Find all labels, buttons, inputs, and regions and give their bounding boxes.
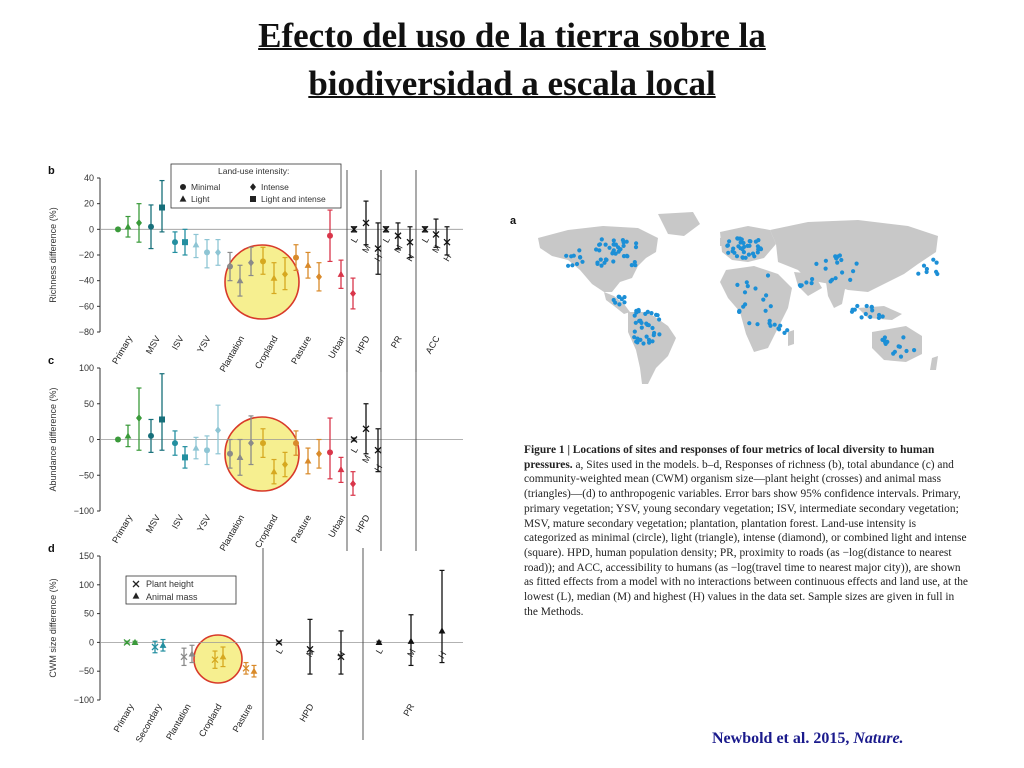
site-dot [569, 254, 573, 258]
site-dot [612, 248, 616, 252]
site-dot [618, 247, 622, 251]
data-point [260, 258, 266, 264]
group-label: PR [388, 334, 404, 350]
site-dot [647, 323, 651, 327]
site-dot [595, 262, 599, 266]
site-dot [634, 245, 638, 249]
data-point [132, 639, 139, 645]
level-label: M [430, 243, 443, 255]
group-label: YSV [195, 513, 213, 534]
level-label: M [360, 453, 373, 465]
group-label: ISV [169, 513, 186, 531]
site-dot [617, 302, 621, 306]
level-label: L [348, 445, 360, 455]
site-dot [647, 341, 651, 345]
legend-label: Light and intense [261, 194, 326, 204]
data-point [227, 451, 233, 457]
site-dot [566, 264, 570, 268]
site-dot [654, 313, 658, 317]
y-tick-label: 50 [83, 608, 94, 619]
site-dot [727, 239, 731, 243]
site-dot [657, 332, 661, 336]
group-label: Pasture [289, 334, 314, 366]
data-point [408, 638, 415, 644]
site-dot [834, 276, 838, 280]
site-dot [625, 254, 629, 258]
site-dot [598, 242, 602, 246]
site-dot [848, 278, 852, 282]
title-line-2: biodiversidad a escala local [308, 64, 716, 103]
site-dot [756, 247, 760, 251]
site-dot [755, 322, 759, 326]
site-dot [855, 262, 859, 266]
legend [171, 164, 341, 208]
level-label: H [404, 252, 417, 264]
site-dot [768, 324, 772, 328]
level-label: L [273, 646, 285, 656]
panel-letter: a [510, 215, 517, 227]
group-label: Plantation [164, 702, 193, 742]
site-dot [893, 350, 897, 354]
data-point [227, 264, 233, 270]
page-title [0, 12, 1024, 108]
level-label: L [373, 646, 385, 656]
land-mass [720, 266, 792, 352]
data-point [148, 224, 154, 230]
data-point [125, 432, 132, 438]
site-dot [611, 259, 615, 263]
y-tick-label: 0 [88, 434, 94, 445]
site-dot [934, 270, 938, 274]
site-dot [580, 260, 584, 264]
group-label: Primary [110, 334, 135, 366]
site-dot [607, 246, 611, 250]
group-label: Pasture [289, 513, 314, 545]
data-point [305, 262, 312, 268]
group-label: YSV [195, 334, 213, 355]
data-point [316, 273, 322, 281]
site-dot [633, 260, 637, 264]
site-dot [625, 240, 629, 244]
site-dot [899, 355, 903, 359]
legend-marker [250, 196, 256, 202]
y-axis-label: Abundance difference (%) [48, 387, 58, 492]
panel-b [48, 164, 463, 374]
site-dot [578, 255, 582, 259]
group-label: Urban [326, 334, 348, 361]
site-dot [810, 281, 814, 285]
site-dot [778, 324, 782, 328]
panel-letter: c [48, 355, 55, 367]
site-dot [632, 335, 636, 339]
group-label: Cropland [252, 513, 280, 550]
level-label: H [372, 462, 385, 474]
group-label: HPD [353, 513, 372, 535]
site-dot [761, 298, 765, 302]
group-label: Pasture [230, 702, 255, 734]
group-label: ISV [169, 334, 186, 352]
y-tick-label: 150 [78, 551, 94, 561]
site-dot [931, 258, 935, 262]
site-dot [613, 243, 617, 247]
panel-letter: b [48, 165, 55, 177]
y-tick-label: −80 [78, 327, 94, 337]
site-dot [739, 240, 743, 244]
site-dot [635, 340, 639, 344]
site-dot [740, 247, 744, 251]
site-dot [575, 262, 579, 266]
group-label: HPD [297, 702, 316, 724]
site-dot [726, 251, 730, 255]
data-point [136, 414, 142, 422]
y-tick-label: 40 [83, 173, 94, 183]
site-dot [725, 244, 729, 248]
land-mass [788, 330, 794, 346]
group-label: Plantation [217, 513, 247, 553]
y-tick-label: −100 [73, 506, 94, 516]
y-tick-label: 50 [83, 398, 94, 409]
site-dot [577, 248, 581, 252]
y-axis-label: Richness difference (%) [48, 207, 58, 303]
site-dot [748, 239, 752, 243]
data-point [182, 239, 188, 245]
site-dot [782, 331, 786, 335]
data-point [376, 639, 383, 645]
group-label: Primary [111, 702, 136, 734]
y-tick-label: −40 [78, 275, 94, 286]
site-dot [617, 295, 621, 299]
site-dot [897, 344, 901, 348]
site-dot [839, 258, 843, 262]
level-label: H [372, 252, 385, 264]
caption-body: a, Sites used in the models. b–d, Responses of richness (b), total abundance (c) and community-weighted mean (CWM) organism size—plant height (crosses) and animal mass (triangles)—(d) to anthropogenic variables. Error bars show 95% confidence intervals. Primary, primary vegetation; YSV, young secondary vegetation; ISV, intermediate secondary vegetation; MSV, mature secondary vegetation; plantation, plantation forest. Land-use intensity is categorized as minimal (circle), light (triangle), intense (diamond), or combined light and intense (square). HPD, human population density; PR, proximity to roads (as −log(distance to nearest road)); and ACC, accessibility to humans (as −log(travel time to nearest major city)), are shown as fitted effects from a model with no interactions between continuous effects and land use, at the lowest (L), median (M) and highest (H) values in the data set. Sample sizes are given in full in the Methods. [524, 458, 968, 618]
data-point [125, 223, 132, 229]
site-dot [641, 341, 645, 345]
data-point [172, 239, 178, 245]
legend-title: Land-use intensity: [218, 166, 290, 176]
level-label: M [304, 647, 317, 659]
site-dot [745, 280, 749, 284]
site-dot [804, 280, 808, 284]
level-label: L [419, 235, 431, 245]
site-dot [824, 267, 828, 271]
data-point [172, 440, 178, 446]
legend-label: Minimal [191, 182, 221, 192]
data-point [148, 433, 154, 439]
y-tick-label: 0 [88, 224, 94, 235]
site-dot [768, 319, 772, 323]
site-dot [633, 330, 637, 334]
data-point [327, 449, 333, 455]
data-point [338, 466, 345, 472]
site-dot [645, 335, 649, 339]
site-dot [643, 312, 647, 316]
site-dot [622, 244, 626, 248]
level-label: H [436, 649, 449, 661]
site-dot [824, 259, 828, 263]
site-dot [594, 247, 598, 251]
citation [712, 730, 904, 748]
data-point [136, 219, 142, 227]
panel-letter: d [48, 543, 55, 555]
group-label: Secondary [133, 702, 164, 745]
y-tick-label: 100 [78, 363, 94, 373]
land-mass [930, 356, 938, 370]
site-dot [640, 326, 644, 330]
site-dot [935, 261, 939, 265]
data-point [327, 233, 333, 239]
data-point [193, 444, 200, 450]
data-point [159, 416, 165, 422]
site-dot [840, 270, 844, 274]
group-label: PR [401, 702, 417, 718]
site-dot [650, 326, 654, 330]
data-point [293, 440, 299, 446]
site-dot [881, 314, 885, 318]
site-dot [751, 252, 755, 256]
data-point [305, 457, 312, 463]
site-dot [743, 290, 747, 294]
data-point [182, 454, 188, 460]
citation-authors: Newbold et al. 2015, [712, 730, 854, 747]
level-label: M [392, 243, 405, 255]
site-dot [773, 323, 777, 327]
site-dot [835, 261, 839, 265]
data-point [251, 668, 258, 674]
land-mass [658, 212, 700, 236]
data-point [115, 226, 121, 232]
level-label: H [335, 649, 348, 661]
site-dot [634, 241, 638, 245]
site-dot [634, 310, 638, 314]
site-dot [870, 305, 874, 309]
group-label: MSV [143, 513, 163, 535]
site-dot [630, 263, 634, 267]
group-label: HPD [353, 334, 372, 356]
group-label: Cropland [252, 334, 280, 371]
site-dot [599, 258, 603, 262]
data-point [215, 249, 221, 257]
highlight-circle [225, 245, 299, 319]
data-point [115, 437, 121, 443]
group-label: ACC [423, 334, 442, 356]
site-dot [810, 277, 814, 281]
site-dot [604, 257, 608, 261]
y-tick-label: −50 [78, 666, 94, 677]
site-dot [829, 279, 833, 283]
group-label: Plantation [217, 334, 247, 374]
group-label: Urban [326, 513, 348, 540]
land-mass [826, 282, 846, 308]
site-dot [864, 312, 868, 316]
site-dot [851, 269, 855, 273]
site-dot [764, 309, 768, 313]
y-tick-label: 20 [83, 198, 94, 209]
site-dot [769, 304, 773, 308]
caption-heading: Figure 1 | Locations of sites and responses of four metrics of local diversity to human pressures. [524, 444, 935, 471]
site-dot [747, 253, 751, 257]
figure-caption [524, 443, 970, 619]
site-dot [732, 251, 736, 255]
data-point [159, 205, 165, 211]
panel-c [48, 355, 463, 553]
world-map [508, 208, 948, 386]
site-dot [657, 317, 661, 321]
charts-figure [38, 158, 478, 745]
y-tick-label: 0 [88, 637, 94, 648]
site-dot [652, 331, 656, 335]
site-dot [922, 264, 926, 268]
site-dot [870, 308, 874, 312]
y-tick-label: 100 [78, 579, 94, 590]
site-dot [747, 321, 751, 325]
y-axis-label: CWM size difference (%) [48, 578, 58, 678]
legend-label: Plant height [146, 579, 194, 589]
site-dot [735, 283, 739, 287]
data-point [316, 450, 322, 458]
legend-label: Animal mass [146, 592, 198, 602]
site-dot [877, 313, 881, 317]
site-dot [743, 302, 747, 306]
citation-journal: Nature. [853, 730, 904, 747]
level-label: H [441, 252, 454, 264]
y-tick-label: −50 [78, 470, 94, 481]
legend [126, 576, 236, 604]
data-point [215, 426, 221, 434]
data-point [204, 447, 210, 453]
site-dot [766, 273, 770, 277]
data-point [439, 627, 446, 633]
site-dot [901, 335, 905, 339]
site-dot [912, 348, 916, 352]
level-label: L [380, 235, 392, 245]
legend-marker [180, 184, 186, 190]
group-label: Cropland [196, 702, 224, 739]
site-dot [904, 349, 908, 353]
level-label: M [360, 243, 373, 255]
site-dot [604, 243, 608, 247]
site-dot [868, 315, 872, 319]
site-dot [612, 238, 616, 242]
site-dot [746, 284, 750, 288]
land-mass [872, 326, 922, 362]
site-dot [564, 254, 568, 258]
site-dot [814, 262, 818, 266]
y-tick-label: −20 [78, 250, 94, 260]
site-dot [622, 300, 626, 304]
site-dot [613, 301, 617, 305]
data-point [204, 249, 210, 255]
site-dot [649, 311, 653, 315]
site-dot [735, 254, 739, 258]
site-dot [746, 244, 750, 248]
site-dot [738, 237, 742, 241]
highlight-circle [225, 417, 299, 491]
level-label: M [405, 647, 418, 659]
land-mass [538, 226, 658, 292]
site-dot [600, 237, 604, 241]
site-dot [637, 319, 641, 323]
title-line-1: Efecto del uso de la tierra sobre la [258, 16, 766, 55]
site-dot [756, 238, 760, 242]
site-dot [764, 293, 768, 297]
data-point [338, 271, 345, 277]
site-dot [883, 335, 887, 339]
site-dot [884, 342, 888, 346]
legend-label: Light [191, 194, 210, 204]
legend-label: Intense [261, 182, 289, 192]
site-dot [798, 284, 802, 288]
y-tick-label: −100 [73, 695, 94, 705]
site-dot [865, 304, 869, 308]
site-dot [925, 270, 929, 274]
level-label: L [348, 235, 360, 245]
site-dot [737, 309, 741, 313]
data-point [350, 290, 356, 298]
site-dot [570, 263, 574, 267]
y-tick-label: −60 [78, 301, 94, 312]
site-dot [836, 255, 840, 259]
data-point [350, 480, 356, 488]
site-dot [916, 272, 920, 276]
site-dot [741, 256, 745, 260]
data-point [260, 440, 266, 446]
site-dot [753, 286, 757, 290]
site-dot [860, 315, 864, 319]
site-dot [851, 308, 855, 312]
data-point [193, 241, 200, 247]
group-label: MSV [143, 334, 163, 356]
data-point [293, 255, 299, 261]
panel-d [48, 543, 463, 744]
group-label: Primary [110, 513, 135, 545]
site-dot [855, 304, 859, 308]
